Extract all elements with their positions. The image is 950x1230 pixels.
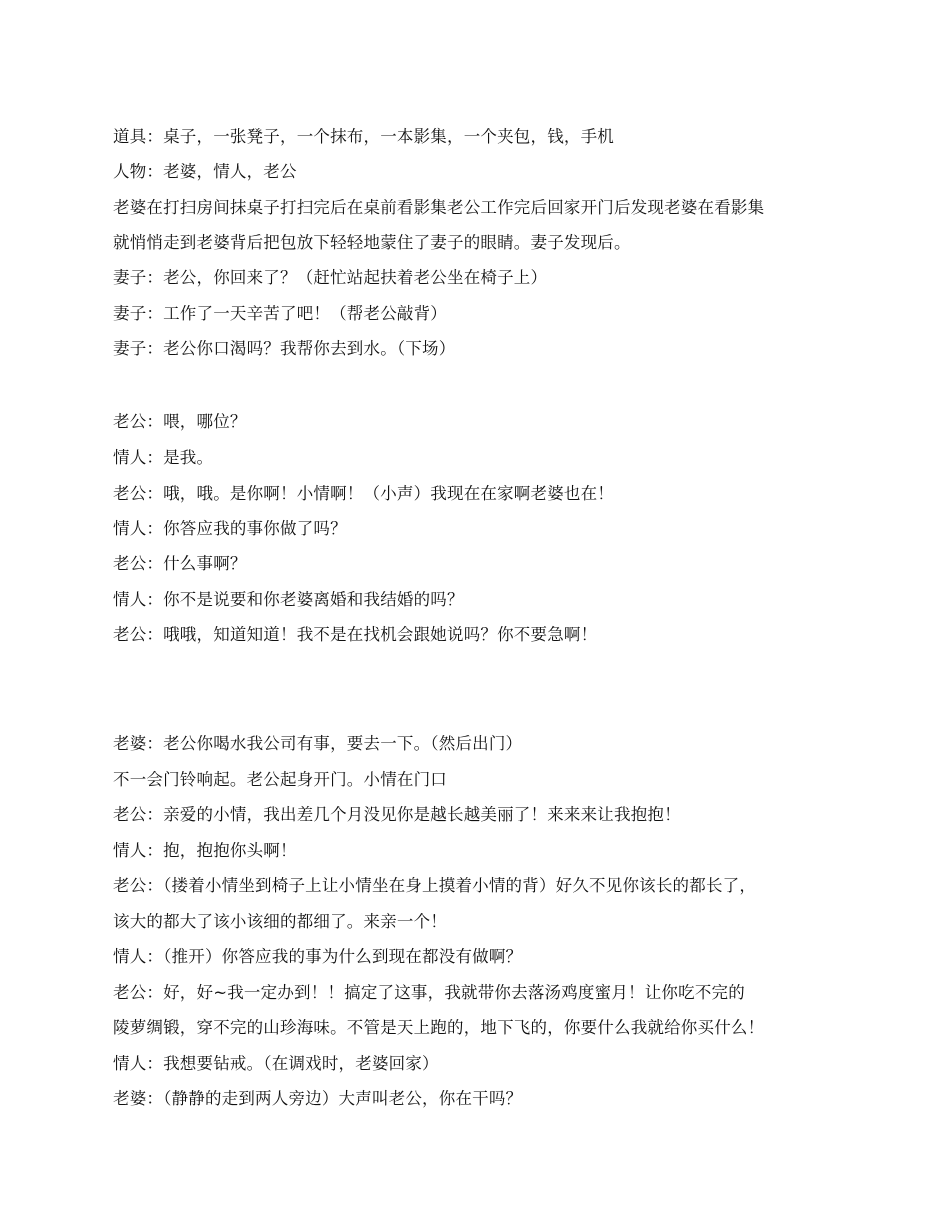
dialogue-line: 妻子：老公，你回来了？（赶忙站起扶着老公坐在椅子上）: [113, 268, 548, 287]
stage-direction-line: 就悄悄走到老婆背后把包放下轻轻地蒙住了妻子的眼睛。妻子发现后。: [113, 233, 631, 252]
stage-direction-line: 不一会门铃响起。老公起身开门。小情在门口: [113, 770, 447, 789]
dialogue-line: 老公：（搂着小情坐到椅子上让小情坐在身上摸着小情的背）好久不见你该长的都长了，: [113, 876, 757, 895]
dialogue-line: 情人：你答应我的事你做了吗？: [113, 519, 347, 538]
stage-direction-line: 老婆在打扫房间抹桌子打扫完后在桌前看影集老公工作完后回家开门后发现老婆在看影集: [113, 198, 765, 217]
dialogue-line: 老公：哦哦，知道知道！我不是在找机会跟她说吗？你不要急啊！: [113, 625, 598, 644]
dialogue-line: 老婆：（静静的走到两人旁边）大声叫老公，你在干吗？: [113, 1089, 523, 1108]
props-line: 道具：桌子，一张凳子，一个抹布，一本影集，一个夹包，钱，手机: [113, 127, 614, 146]
dialogue-line: 情人：（推开）你答应我的事为什么到现在都没有做啊？: [113, 947, 523, 966]
dialogue-line: 老公：亲爱的小情，我出差几个月没见你是越长越美丽了！来来来让我抱抱！: [113, 805, 681, 824]
dialogue-line: 妻子：老公你口渴吗？我帮你去到水。（下场）: [113, 339, 456, 358]
dialogue-line: 老公：喂，哪位？: [113, 412, 247, 431]
characters-line: 人物：老婆，情人，老公: [113, 162, 297, 181]
dialogue-line: 陵萝绸锻，穿不完的山珍海味。不管是天上跑的，地下飞的，你要什么我就给你买什么！: [113, 1018, 765, 1037]
dialogue-line: 老婆：老公你喝水我公司有事，要去一下。（然后出门）: [113, 734, 523, 753]
dialogue-line: 情人：你不是说要和你老婆离婚和我结婚的吗？: [113, 590, 464, 609]
dialogue-line: 该大的都大了该小该细的都细了。来亲一个！: [113, 912, 447, 931]
dialogue-line: 老公：什么事啊？: [113, 554, 247, 573]
dialogue-line: 老公：好，好~我一定办到！！搞定了这事，我就带你去落汤鸡度蜜月！让你吃不完的: [113, 983, 745, 1002]
dialogue-line: 情人：是我。: [113, 448, 214, 467]
dialogue-line: 老公：哦，哦。是你啊！小情啊！（小声）我现在在家啊老婆也在！: [113, 484, 614, 503]
dialogue-line: 情人：抱，抱抱你头啊！: [113, 841, 297, 860]
dialogue-line: 妻子：工作了一天辛苦了吧！（帮老公敲背）: [113, 304, 447, 323]
dialogue-line: 情人：我想要钻戒。（在调戏时，老婆回家）: [113, 1054, 439, 1073]
